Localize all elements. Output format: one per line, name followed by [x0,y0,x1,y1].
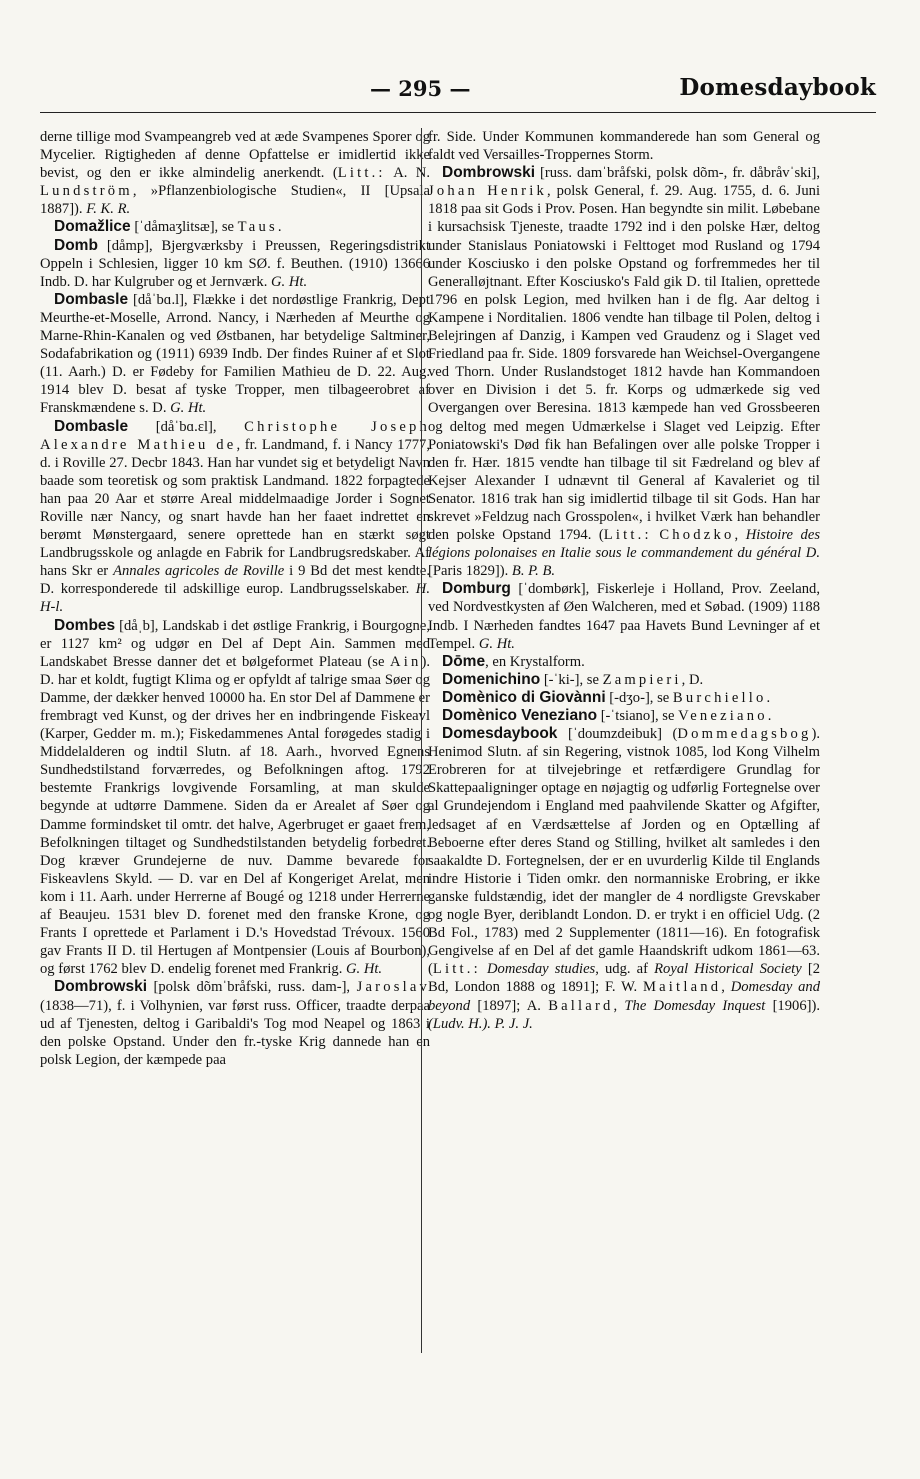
entry-text: , [734,527,746,544]
cross-reference: Taus [237,219,278,236]
litt-label: Litt.: [603,527,652,544]
entry-domesdaybook [428,725,820,1033]
column-divider [421,128,422,1353]
entry-domb [40,237,430,291]
litt-label: Litt.: [337,165,386,182]
person-name: Johan Henrik [428,183,547,200]
entry-text: (1838—71), f. i Volhynien, var først russ. Officer, traadte derpaa ud af Tjenesten, deltog i Garibaldi's Tog mod Neapel og 1863 i den polske Opstand. Under den fr.-tyske Krig dannede han en polsk Legion, der kæmpede paa [40,997,430,1068]
author-name: Maitland [642,979,722,996]
author-signature: (Ludv. H.). P. J. J. [428,1015,533,1032]
running-head: Domesdaybook [679,74,876,101]
entry-text: , udg. af [595,961,655,978]
entry-text: , polsk General, f. 29. Aug. 1755, d. 6. Juni 1818 paa sit Gods i Prov. Posen. Han begyndte sin milit. Løbebane i kursachsisk Tjeneste, traadte 1792 ind i den polske Hær, deltog under Stanislaus Poniatowski i Felttoget mod Rusland og 1794 under Kosciusko i den polske Opstand og forfremmedes her til Generalløjtnant. Efter Kosciusko's Fald gik D. til Italien, oprettede 1796 en polsk Legion, med hvilken han i de flg. Aar deltog i Kampene i Norditalien. 1806 vendte han tilbage til Polen, deltog i Belejringen af Danzig, i Kampen ved Graudenz og i Slaget ved Friedland paa fr. Side. 1809 forsvarede han Weichsel-Overgangene ved Thorn. Under Ruslandstoget 1812 havde han Kommandoen over en Division i det 5. fr. Korps og udmærkede sig ved Overgangen over Beresina. 1813 kæmpede han ved Grossbeeren og deltog med megen Udmærkelse i Slaget ved Leipzig. Efter Poniatowski's Død fik han Befalingen over alle polske Tropper i den fr. Hær. 1815 vendte han tilbage til sit Fædreland og blev af Kejser Alexander I udnævnt til General af Kavaleriet og til Senator. 1816 trak han sig imidlertid tilbage til sit Gods. Han har skrevet »Feldzug nach Grosspolen«, i hvilket Værk han behandler den polske Opstand 1794. ( [428,183,820,544]
headword: Domburg [442,580,511,598]
entry-domenichino [428,671,820,689]
book-title: The Domesday Inquest [624,997,766,1014]
entry-text: [dåˈbɑ.ɛl], [128,418,245,435]
headword: Domenichino [442,670,541,688]
entry-dombrowski-johan [428,164,820,580]
entry-text: [1906]). [765,997,820,1014]
entry-text: i 9 Bd det mest kendte. D. korresponderede til adskillige europ. Landbrugsselskaber. [40,563,430,598]
entry-domazlice [40,218,430,236]
author-signature: G. Ht. [170,400,207,417]
left-column [40,128,430,1069]
entry-text: [dåmp], Bjergværksby i Preussen, Regeringsdistrikt Oppeln i Schlesien, ligger 10 km SØ. f. Beuthen. (1910) 13666 Indb. D. har Kulgruber og et Jernværk. [40,237,430,290]
entry-text: . [767,708,772,724]
entry-continuation [428,128,820,164]
headword: Dombrowski [442,164,536,182]
headword: Dombasle [54,417,129,435]
entry-domenico-veneziano [428,707,820,725]
headword: Domažlice [54,218,131,236]
page-number: — 295 — [370,76,471,101]
entry-text: [russ. damˈbråfski, polsk dõm-, fr. dåbråvˈski], [535,165,820,182]
litt-label: Litt.: [432,961,481,978]
author-signature: G. Ht. [478,635,515,652]
entry-text: [dåˌb], Landskab i det østlige Frankrig, i Bourgogne, er 1127 km² og udgør en Del af Dept Ain. Sammen med Landskabet Bresse danner det et bølgeformet Plateau (se [40,617,430,670]
header-rule [40,112,876,113]
headword: Dombasle [54,290,129,308]
author-signature: H. H-l. [40,581,430,616]
book-title: Annales agricoles de Roville [113,563,285,580]
right-column [428,128,820,1033]
entry-text: ). Henimod Slutn. af sin Regering, vistnok 1085, lod Kong Vilhelm Erobreren for at tilvejebringe et retfærdigere Grundlag for Skattepaaligninger optage en nøjagtig og udførlig Fortegnelse over al Grundejendom i England med paahvilende Skatter og Afgifter, ledsaget af en Værdsættelse af Jorden og en Optælling af Beboerne efter deres Stand og Stilling, hvilket alt samledes i den saakaldte D. Fortegnelsen, der er en uvurderlig Kilde til Englands indre Historie i Tiden omkr. den normanniske Erobring, er ikke ganske fuldstændig, idet der mangler de 4 nordligste Grevskaber og nogle Byer, deriblandt London. D. er trykt i en officiel Udg. (2 Bd Fol., 1783) med 2 Supplementer (1811—16). En fotografisk Gengivelse af en Del af det gamle Haandskrift udkom 1861—63. ( [428,726,820,978]
entry-text: . [766,689,771,706]
entry-text: ). D. har et koldt, fugtigt Klima og er opfyldt af talrige smaa Søer og Damme, der dækker henved 10000 ha. En stor Del af Dammene er frembragt ved Kunst, og der drives her en indbringende Fiskeavl (Karper, Gedder m. m.); Fiskedammenes Antal forøgedes stadig i Middelalderen og indtil Slutn. af 18. Aarh., hvorved Egnens Sundhedstilstand forværredes, og Befolkningen aftog. 1792 bestemte Frankrigs lovgivende Forsamling, at man skulde begynde at udtørre Dammene. Siden da er Arealet af Søer og Damme formindsket til omtr. det halve, Agerbruget er gaaet frem, Befolkningen tiltaget og Sundhedstilstanden betydelig forbedret. Dog kræver Grundejerne de nuv. Damme bevarede for Fiskeavlens Skyld. — D. var en Del af Kongeriget Arelat, men kom i 11. Aarh. under Herrerne af Bougé og 1218 under Herrerne af Beaujeu. 1531 blev D. forenet med den franske Krone, og Frants I oprettede et Parlament i D.'s Hovedstad Trévoux. 1560 gav Frants II D. til Hertugen af Montpensier (Louis af Bourbon), og først 1762 blev D. endelig forenet med Frankrig. [40,653,430,978]
entry-text: , D. [681,671,704,688]
entry-text: , fr. Landmand, f. i Nancy 1777, d. i Roville 27. Decbr 1843. Han har vundet sig et betydeligt Navn baade som teoretisk og som praktisk Landmand. 1822 forpagtede han paa 20 Aar et større Areal middelmaadige Jorder i Sognet Roville nær Nancy, og snart havde han her faaet indrettet en berømt Mønstergaard, senere oprettede han en stærkt søgt Landbrugsskole og anlagde en Fabrik for Landbrugsredskaber. Af hans Skr er [40,436,430,580]
entry-text: . [277,219,282,236]
entry-text: [ˈdåmaʒlitsæ], se [130,219,238,236]
entry-text: , [613,997,625,1014]
page-header [40,74,876,106]
entry-text: [1897]; A. [470,997,549,1014]
entry-text: derne tillige mod Svampeangreb ved at æde Svampenes Sporer og Mycelier. Rigtigheden af denne Opfattelse er imidlertid ikke bevist, og den er ikke almindelig anerkendt. ( [40,129,430,182]
author-signature: B. P. B. [511,563,556,580]
entry-text: fr. Side. Under Kommunen kommanderede han som General og faldt ved Versailles-Troppernes Storm. [428,129,820,164]
entry-text: , [721,979,731,996]
cross-reference: Burchiello [672,689,767,706]
entry-dombes [40,617,430,979]
translation: Dommedagsbog [677,726,812,743]
entry-domburg [428,580,820,652]
author-name: Lundström [40,183,133,200]
headword: Domènico Veneziano [442,707,598,724]
entry-dombasle-person [40,418,430,617]
entry-text: [-dʒo-], se [605,689,673,706]
person-name: Christophe Joseph Alexandre Mathieu de [40,418,430,453]
book-title: Domesday studies [486,961,596,978]
author-signature: G. Ht. [271,273,308,290]
entry-text: , en Krystalform. [485,653,585,670]
headword: Dombes [54,616,116,634]
entry-text: [2 Bd, London 1888 og 1891]; F. W. [428,961,820,996]
publisher-name: Royal Historical Society [654,961,802,978]
headword: Domesdaybook [442,725,558,743]
author-signature: G. Ht. [346,961,383,978]
entry-continuation [40,128,430,218]
author-name: Ballard [548,997,614,1014]
entry-text: A. N. [385,165,430,182]
author-name: Chodzko [659,527,735,544]
entry-dombrowski-jaroslav [40,978,430,1068]
cross-reference: Veneziano [678,708,768,724]
cross-reference: Zampieri [602,671,682,688]
headword: Dombrowski [54,978,148,996]
entry-text: [ˈdoumzdeibuk] ( [557,726,678,743]
person-name: Jaroslav [356,979,430,996]
entry-text: , »Pflanzenbiologische Studien«, II [Upsala 1887]). [40,183,430,218]
entry-dome [428,653,820,671]
headword: Domb [54,236,98,254]
entry-text: [polsk dõmˈbråfski, russ. dam-], [147,979,357,996]
book-title: Domesday and beyond [428,979,820,1014]
entry-text: [-ˈki-], se [540,671,603,688]
entry-text: [Paris 1829]). [428,563,512,580]
headword: Dōme [442,652,486,670]
entry-text: [-ˈtsiano], se [597,708,679,724]
entry-dombasle-town [40,291,430,418]
entry-text: [ˈdombørk], Fiskerleje i Holland, Prov. Zeeland, ved Nordvestkysten af Øen Walcheren, med et Søbad. (1909) 1188 Indb. I Nærheden fandtes 1647 paa Havets Bund Levninger af et Tempel. [428,581,820,652]
book-title: Histoire des légions polonaises en Italie sous le commandement du général D. [428,527,821,562]
entry-domenico-di-giovanni [428,689,820,707]
cross-reference: Ain [389,653,422,670]
entry-text: [dåˈbɑ.l], Flække i det nordøstlige Frankrig, Dept Meurthe-et-Moselle, Arrond. Nancy, i Nærheden af Meurthe og Marne-Rhin-Kanalen og ved Østbanen, har betydelige Saltminer, Sodafabrikation og (1911) 6939 Indb. Der findes Ruiner af et Slot (11. Aarh.) D. er Fødeby for Familien Mathieu de D. 22. Aug. 1914 blev D. besat af tyske Tropper, men tilbageerobret af Franskmændene s. D. [40,291,430,417]
headword: Domènico di Giovànni [442,688,606,706]
author-signature: F. K. R. [86,201,131,218]
